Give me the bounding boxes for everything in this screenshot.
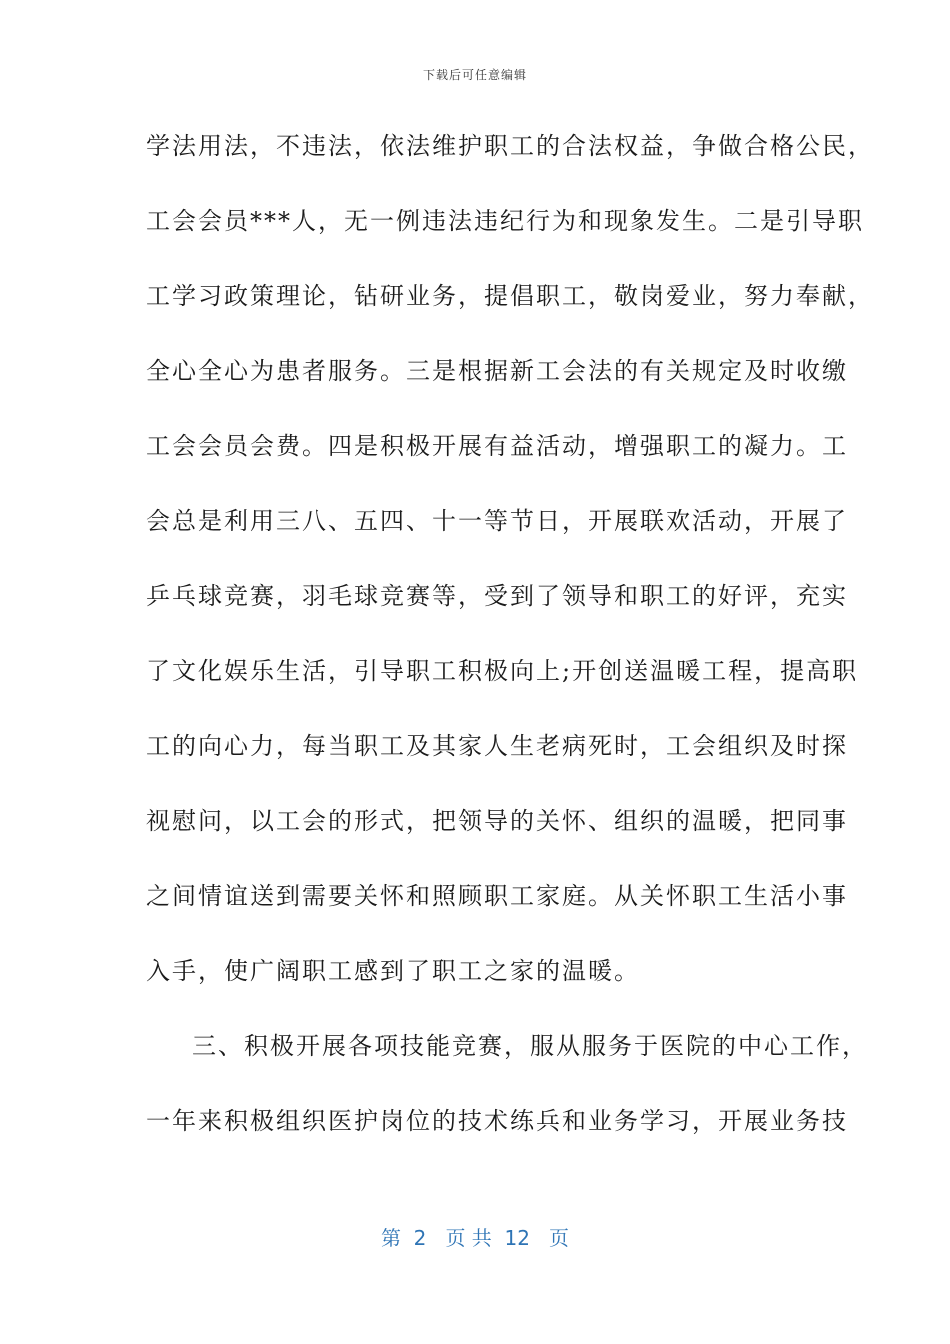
text-line: 工学习政策理论，钻研业务，提倡职工，敬岗爱业，努力奉献， — [146, 282, 874, 310]
text-line: 乒乓球竞赛，羽毛球竞赛等，受到了领导和职工的好评，充实 — [146, 582, 848, 610]
text-line: 学法用法，不违法，依法维护职工的合法权益，争做合格公民， — [146, 132, 874, 160]
text-line: 之间情谊送到需要关怀和照顾职工家庭。从关怀职工生活小事 — [146, 882, 848, 910]
text-line: 一年来积极组织医护岗位的技术练兵和业务学习，开展业务技 — [146, 1107, 848, 1135]
document-body — [146, 120, 874, 1170]
text-line: 工会会员***人，无一例违法违纪行为和现象发生。二是引导职 — [146, 207, 864, 235]
paragraph-start-line: 三、积极开展各项技能竞赛，服从服务于医院的中心工作， — [192, 1032, 868, 1060]
text-line: 入手，使广阔职工感到了职工之家的温暖。 — [146, 957, 640, 985]
text-line: 视慰问，以工会的形式，把领导的关怀、组织的温暖，把同事 — [146, 807, 848, 835]
page-number-footer: 第 2 页 共 12 页 — [380, 1226, 570, 1250]
text-line: 会总是利用三八、五四、十一等节日，开展联欢活动，开展了 — [146, 507, 848, 535]
text-line: 全心全心为患者服务。三是根据新工会法的有关规定及时收缴 — [146, 357, 848, 385]
text-line: 了文化娱乐生活，引导职工积极向上;开创送温暖工程，提高职 — [146, 657, 859, 685]
text-line: 工会会员会费。四是积极开展有益活动，增强职工的凝力。工 — [146, 432, 848, 460]
text-line: 工的向心力，每当职工及其家人生老病死时，工会组织及时探 — [146, 732, 848, 760]
page-header-note: 下载后可任意编辑 — [422, 68, 527, 82]
